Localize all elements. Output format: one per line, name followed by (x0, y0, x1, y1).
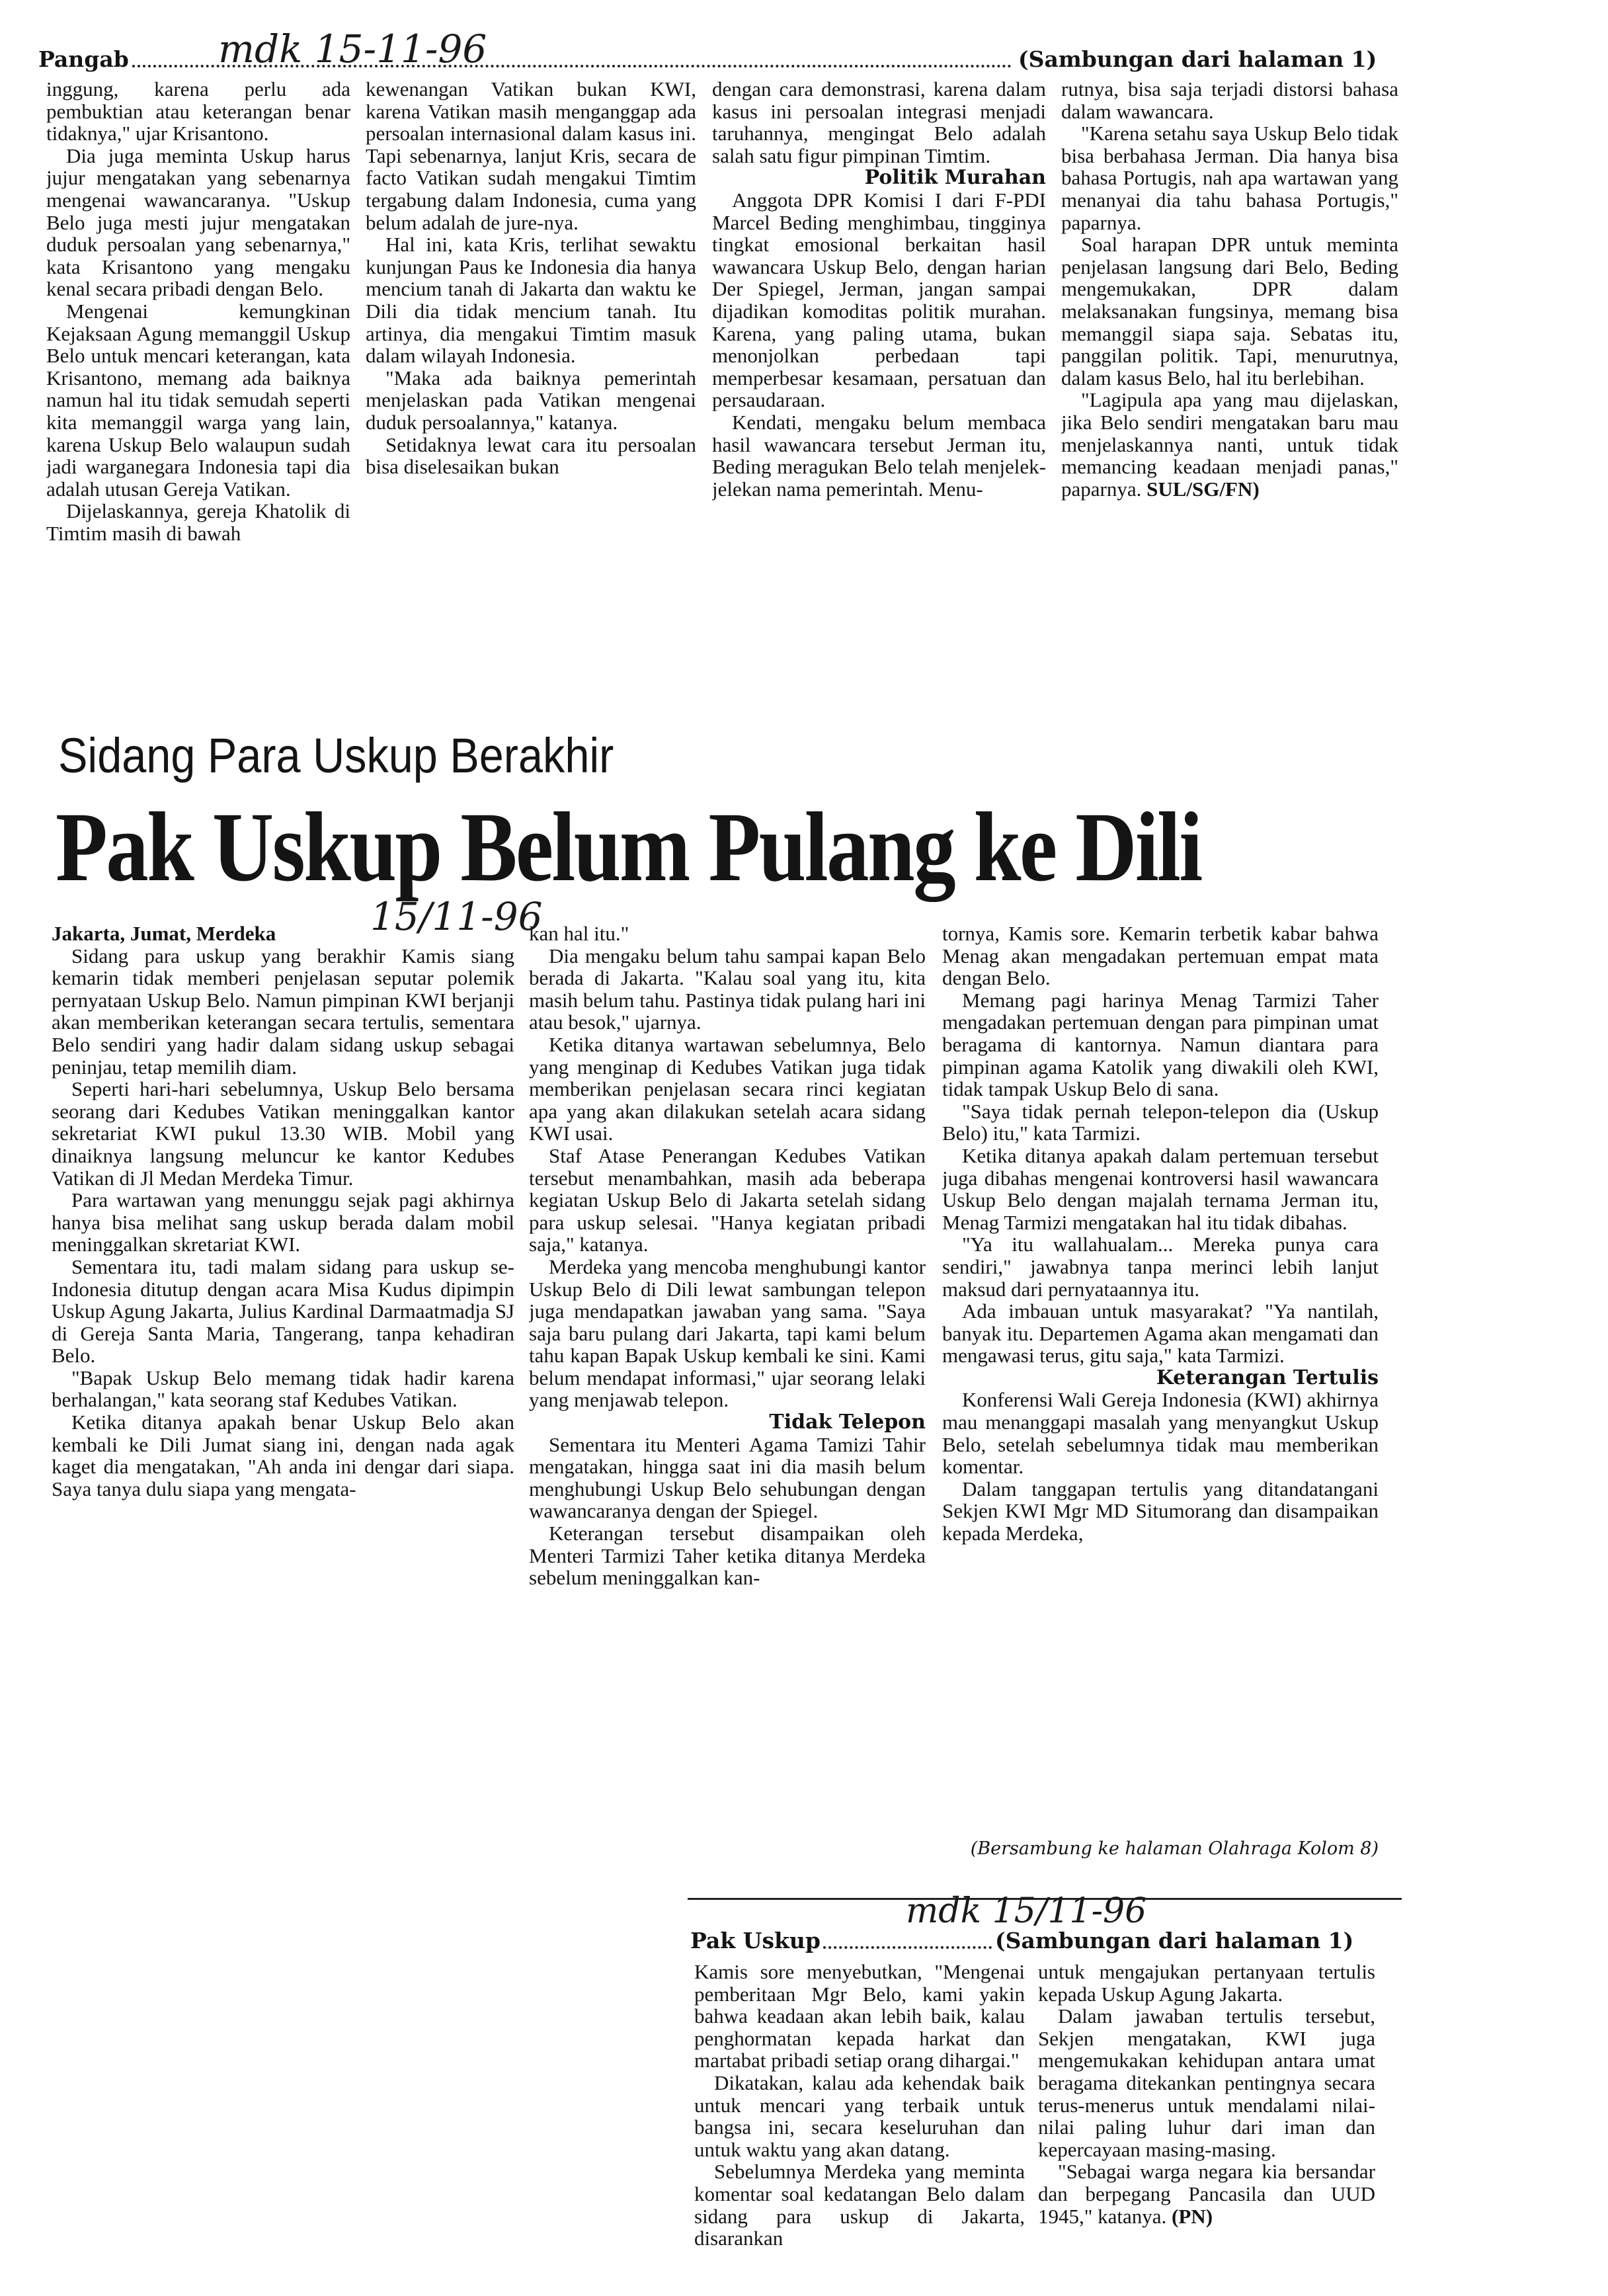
paragraph: "Saya tidak pernah telepon-telepon dia (Uskup Belo) itu," kata Tarmizi. (942, 1099, 1379, 1145)
bottom-column-2 (1038, 1961, 1375, 2272)
paragraph: Hal ini, kata Kris, terlihat sewaktu kunjungan Paus ke Indonesia dia hanya mencium tanah di Jakarta dan waktu ke Dili dia tidak mencium tanah. Itu artinya, dia mengakui Timtim masuk dalam wilayah Indonesia. (366, 233, 696, 368)
dateline: Jakarta, Jumat, Merdeka (52, 922, 276, 945)
paragraph: Sebelumnya Merdeka yang meminta komentar soal kedatangan Belo dalam sidang para uskup di Jakarta, disarankan (694, 2160, 1025, 2250)
paragraph: Ketika ditanya apakah dalam pertemuan tersebut juga dibahas mengenai kontroversi hasil wawancara Uskup Belo dengan majalah ternama Jerman itu, Menag Tarmizi mengatakan hal itu tidak dibahas. (942, 1143, 1379, 1234)
paragraph (1038, 2160, 1375, 2227)
top-column-2 (366, 78, 696, 627)
article-column-2 (529, 922, 926, 1888)
paragraph: Ada imbauan untuk masyarakat? "Ya nantilah, banyak itu. Departemen Agama akan mengamati dan mengawasi terus, gitu saja," kata Tarmizi. (942, 1299, 1379, 1368)
handwritten-date-article: 15/11-96 (370, 894, 543, 939)
paragraph: rutnya, bisa saja terjadi distorsi bahasa dalam wawancara. (1061, 78, 1398, 123)
paragraph: Staf Atase Penerangan Kedubes Vatikan tersebut menambahkan, masih ada beberapa kegiatan Uskup Belo di Jakarta setelah sidang para uskup selesai. "Hanya kegiatan pribadi saja," katanya. (529, 1143, 926, 1256)
paragraph: Soal harapan DPR untuk meminta penjelasan langsung dari Belo, Beding mengemukakan, DPR dalam melaksanakan fungsinya, memang bisa memanggil siapa saja. Sebatas itu, panggilan politik. Tapi, menurutnya, dalam kasus Belo, hal itu berlebihan. (1061, 233, 1398, 390)
top-column-3 (712, 78, 1046, 627)
paragraph: "Maka ada baiknya pemerintah menjelaskan pada Vatikan mengenai duduk persoalannya," katanya. (366, 366, 696, 434)
paragraph: kan hal itu." (529, 922, 629, 945)
paragraph: Dalam jawaban tertulis tersebut, Sekjen mengatakan, KWI juga mengemukakan kehidupan antara umat beragama ditekankan pentingnya secara terus-menerus untuk mendalami nilai-nilai paling luhur dari iman dan kepercayaan masing-masing. (1038, 2004, 1375, 2161)
continuation-label: Pangab (38, 46, 129, 72)
paragraph-text: "Sebagai warga negara kia bersandar dan berpegang Pancasila dan UUD 1945," katanya. (1038, 2160, 1375, 2228)
subheading-keterangan-tertulis: Keterangan Tertulis (1156, 1366, 1379, 1389)
continuation-note-bottom: (Sambungan dari halaman 1) (995, 1928, 1354, 1953)
paragraph-text: "Lagipula apa yang mau dijelaskan, jika Belo sendiri mengatakan baru mau menjelaskannya nanti, untuk tidak memancing keadaan menjadi panas," paparnya. (1061, 388, 1398, 501)
top-column-4 (1061, 78, 1398, 627)
paragraph: Sidang para uskup yang berakhir Kamis siang kemarin tidak memberi penjelasan seputar polemik pernyataan Uskup Belo. Namun pimpinan KWI berjanji akan memberikan keterangan secara tertulis, sementara Belo sendiri yang hadir dalam sidang uskup sebagai peninjau, tetap memilih diam. (52, 944, 514, 1079)
handwritten-date-bottom: mdk 15/11-96 (906, 1891, 1147, 1931)
paragraph: Ketika ditanya wartawan sebelumnya, Belo yang menginap di Kedubes Vatikan juga tidak memberikan penjelasan secara rinci kegiatan apa yang akan dilakukan setelah acara sidang KWI usai. (529, 1032, 926, 1145)
paragraph: "Karena setahu saya Uskup Belo tidak bisa berbahasa Jerman. Dia hanya bisa bahasa Portugis, nah apa wartawan yang menanyai dia tahu bahasa Portugis," paparnya. (1061, 122, 1398, 234)
kicker: Sidang Para Uskup Berakhir (58, 728, 614, 783)
paragraph: Keterangan tersebut disampaikan oleh Menteri Tarmizi Taher ketika ditanya Merdeka sebelum meninggalkan kan- (529, 1522, 926, 1590)
paragraph: Merdeka yang mencoba menghubungi kantor Uskup Belo di Dili lewat sambungan telepon juga mendapatkan jawaban yang sama. "Saya saja baru pulang dari Jakarta, tapi kami belum tahu kapan Bapak Uskup kembali ke sini. Kami belum mendapat informasi," ujar seorang lelaki yang menjawab telepon. (529, 1254, 926, 1412)
paragraph: Seperti hari-hari sebelumnya, Uskup Belo bersama seorang dari Kedubes Vatikan meninggalkan kantor sekretariat KWI pukul 13.30 WIB. Mobil yang dinaiknya langsung meluncur ke kantor Kedubes Vatikan di Jl Medan Merdeka Timur. (52, 1077, 514, 1190)
paragraph: Dijelaskannya, gereja Khatolik di Timtim masih di bawah (46, 499, 350, 545)
top-column-1 (46, 78, 350, 627)
paragraph: "Ya itu wallahualam... Mereka punya cara sendiri," jawabnya tanpa merinci lebih lanjut maksud dari pernyataannya itu. (942, 1233, 1379, 1301)
headline: Pak Uskup Belum Pulang ke Dili (56, 792, 1201, 902)
paragraph: Memang pagi harinya Menag Tarmizi Taher mengadakan pertemuan dengan para pimpinan umat beragama di kantornya. Namun diantara para pimpinan agama Katolik yang diwakili oleh KWI, tidak tampak Uskup Belo di sana. (942, 988, 1379, 1101)
subheading-tidak-telepon: Tidak Telepon (769, 1411, 926, 1434)
paragraph: Dia mengaku belum tahu sampai kapan Belo berada di Jakarta. "Kalau soal yang itu, kita masih belum tahu. Pastinya tidak pulang hari ini atau besok," ujarnya. (529, 944, 926, 1034)
paragraph: Anggota DPR Komisi I dari F-PDI Marcel Beding menghimbau, tingginya tingkat emosional berkaitan hasil wawancara Uskup Belo, dengan harian Der Spiegel, Jerman, jangan sampai dijadikan komoditas politik murahan. Karena, yang paling utama, bukan menonjolkan perbedaan tapi memperbesar kesamaan, persatuan dan persaudaraan. (712, 188, 1046, 412)
article-column-3 (942, 922, 1379, 1868)
paragraph: Dikatakan, kalau ada kehendak baik untuk mencari yang terbaik untuk bangsa ini, secara keseluruhan dan untuk waktu yang akan datang. (694, 2070, 1025, 2161)
paragraph: Ketika ditanya apakah benar Uskup Belo akan kembali ke Dili Jumat siang ini, dengan nada agak kaget dia mengatakan, "Ah anda ini dengar dari siapa. Saya tanya dulu siapa yang mengata- (52, 1411, 514, 1500)
paragraph: tornya, Kamis sore. Kemarin terbetik kabar bahwa Menag akan mengadakan pertemuan empat mata dengan Belo. (942, 922, 1379, 990)
subheading-politik-murahan: Politik Murahan (864, 166, 1046, 190)
paragraph: dengan cara demonstrasi, karena dalam kasus ini persoalan integrasi menjadi taruhannya, mengingat Belo adalah salah satu figur pimpinan Timtim. (712, 78, 1046, 167)
continuation-note: (Sambungan dari halaman 1) (1018, 46, 1377, 72)
bottom-column-1 (694, 1961, 1025, 2272)
paragraph: "Bapak Uskup Belo memang tidak hadir karena berhalangan," kata seorang staf Kedubes Vatikan. (52, 1366, 514, 1412)
paragraph: Sementara itu, tadi malam sidang para uskup se-Indonesia ditutup dengan acara Misa Kudus dipimpin Uskup Agung Jakarta, Julius Kardinal Darmaatmadja SJ di Gereja Santa Maria, Tangerang, tanpa kehadiran Belo. (52, 1254, 514, 1368)
paragraph: Mengenai kemungkinan Kejaksaan Agung memanggil Uskup Belo untuk mencari keterangan, kata Krisantono, memang ada baiknya namun hal itu tidak semudah seperti kita memanggil warga yang lain, karena Uskup Belo walaupun sudah jadi warganegara Indonesia tapi dia adalah utusan Gereja Vatikan. (46, 299, 350, 501)
paragraph: Sementara itu Menteri Agama Tamizi Tahir mengatakan, hingga saat ini dia masih belum menghubungi Uskup Belo sehubungan dengan wawancaranya dengan der Spiegel. (529, 1432, 926, 1523)
paragraph: Kendati, mengaku belum membaca hasil wawancara tersebut Jerman itu, Beding meragukan Belo telah menjelek-jelekan nama pemerintah. Menu- (712, 410, 1046, 501)
paragraph (1061, 389, 1398, 500)
paragraph: Dia juga meminta Uskup harus jujur mengatakan yang sebenarnya mengenai wawancaranya. "Uskup Belo juga mesti jujur mengatakan duduk persoalan yang sebenarnya," kata Krisantono yang mengaku kenal secara pribadi dengan Belo. (46, 144, 350, 301)
paragraph: Dalam tanggapan tertulis yang ditandatangani Sekjen KWI Mgr MD Situmorang dan disampaikan kepada Merdeka, (942, 1477, 1379, 1545)
handwritten-date-top: mdk 15-11-96 (218, 26, 487, 71)
paragraph: Para wartawan yang menunggu sejak pagi akhirnya hanya bisa melihat sang uskup berada dalam mobil meninggalkan skretariat KWI. (52, 1188, 514, 1256)
paragraph: inggung, karena perlu ada pembuktian atau keterangan benar tidaknya," ujar Krisantono. (46, 78, 350, 145)
paragraph: Konferensi Wali Gereja Indonesia (KWI) akhirnya mau menanggapi masalah yang menyangkut Uskup Belo, setelah sebelumnya tidak mau memberikan komentar. (942, 1388, 1379, 1479)
paragraph: kewenangan Vatikan bukan KWI, karena Vatikan masih menganggap ada persoalan internasional dalam kasus ini. Tapi sebenarnya, lanjut Kris, secara de facto Vatikan sudah mengakui Timtim tergabung dalam Indonesia, cuma yang belum adalah de jure-nya. (366, 78, 696, 234)
signoff: (PN) (1172, 2204, 1213, 2228)
paragraph: untuk mengajukan pertanyaan tertulis kepada Uskup Agung Jakarta. (1038, 1961, 1375, 2006)
continuation-label-bottom: Pak Uskup (690, 1928, 821, 1953)
paragraph: Kamis sore menyebutkan, "Mengenai pemberitaan Mgr Belo, kami yakin bahwa keadaan akan lebih baik, kalau penghormatan kepada harkat dan martabat pribadi setiap orang dihargai." (694, 1961, 1025, 2072)
jump-note: (Bersambung ke halaman Olahraga Kolom 8) (970, 1838, 1379, 1859)
paragraph: Setidaknya lewat cara itu persoalan bisa diselesaikan bukan (366, 432, 696, 479)
signoff: SUL/SG/FN) (1146, 477, 1260, 501)
article-column-1 (52, 922, 514, 1888)
leader-dots-bottom (823, 1946, 992, 1949)
